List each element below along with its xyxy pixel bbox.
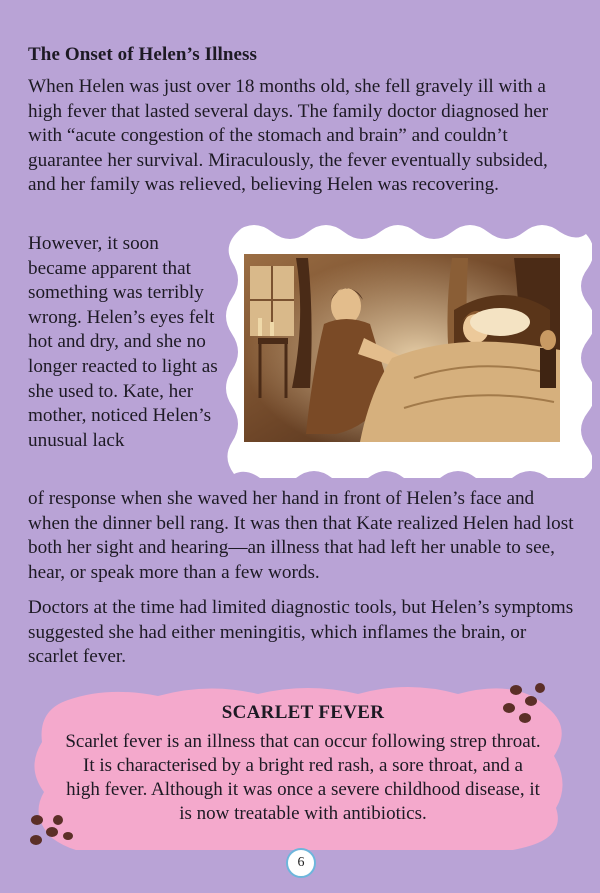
- paragraph-2-continued: of response when she waved her hand in front of Helen’s face and when the dinner bell rang. It was then that Kate realized Helen had lost both her sight and hearing—an illness that had left her unable to see, hear, or speak more than a few words.: [28, 488, 574, 583]
- paragraph-3: Doctors at the time had limited diagnostic tools, but Helen’s symptoms suggested she had either meningitis, which inflames the brain, or scarlet fever.: [28, 597, 574, 668]
- callout-title: SCARLET FEVER: [221, 702, 385, 723]
- sepia-photo-icon: [214, 218, 592, 478]
- page-number: 6: [286, 848, 316, 878]
- paragraph-1: When Helen was just over 18 months old, she fell gravely ill with a high fever that lasted several days. The family doctor diagnosed her with “acute congestion of the stomach and brain” and couldn’t guarantee her survival. Miraculously, the fever eventually subsided, and her family was relieved, believing Helen was recovering.: [28, 76, 549, 196]
- paragraph-2-wrapped: However, it soon became apparent that something was terribly wrong. Helen’s eyes felt hot and dry, and she no longer reacted to light as she used to. Kate, her mother, noticed Helen’s unusual lack: [28, 233, 218, 451]
- section-heading: The Onset of Helen’s Illness: [28, 44, 258, 65]
- callout-text: Scarlet fever is an illness that can occur following strep throat. It is characterised by a bright red rash, a sore throat, and a high fever. Although it was once a severe childhood disease, it is now treatable with antibiotics.: [65, 731, 541, 824]
- scarlet-fever-callout: [28, 680, 578, 850]
- sick-child-illustration: [214, 218, 592, 478]
